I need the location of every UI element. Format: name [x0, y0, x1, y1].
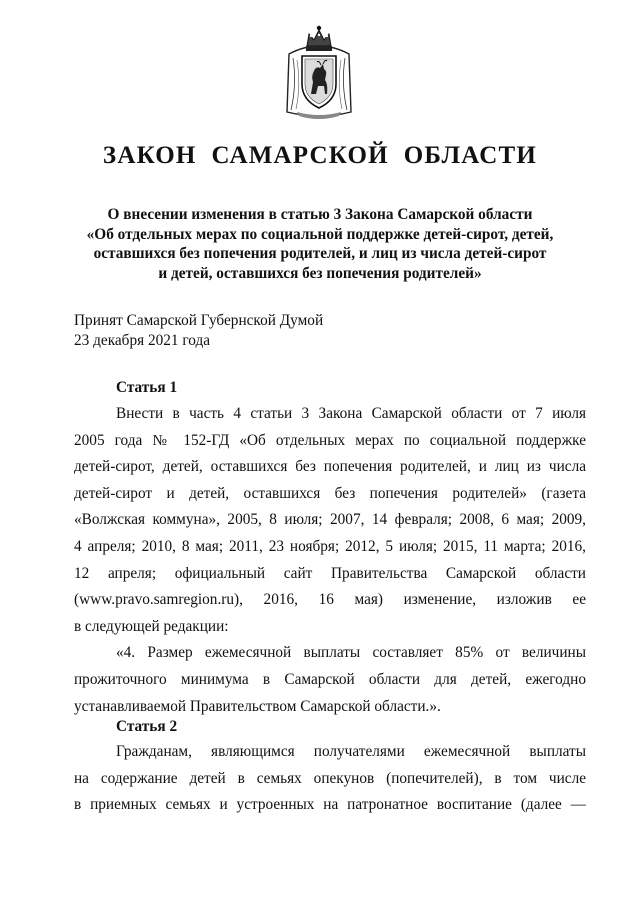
paragraph-line: детей-сирот, детей, оставшихся без попечения родителей, и лиц из числа	[74, 458, 586, 476]
paragraph-line: Внести в часть 4 статьи 3 Закона Самарской области от 7 июля	[116, 405, 586, 422]
paragraph-line: 12 апреля; официальный сайт Правительства Самарской области	[74, 564, 586, 582]
paragraph-line: (www.pravo.samregion.ru), 2016, 16 мая) изменение, изложив ее	[74, 591, 586, 609]
paragraph-line: детей-сирот и детей, оставшихся без попечения родителей» (газета	[74, 484, 586, 502]
paragraph-line: в приемных семьях и устроенных на патронатное воспитание (далее —	[74, 796, 586, 814]
adoption-info	[74, 311, 323, 351]
paragraph-line: на содержание детей в семьях опекунов (попечителей), в том числе	[74, 769, 586, 787]
paragraph-line: в следующей редакции:	[74, 617, 229, 635]
article-1-body	[74, 401, 586, 720]
paragraph-line: 2005 года № 152-ГД «Об отдельных мерах по социальной поддержке	[74, 431, 586, 449]
paragraph-line: Гражданам, являющимся получателями ежемесячной выплаты	[116, 743, 586, 760]
subtitle-line: и детей, оставшихся без попечения родителей»	[158, 264, 482, 282]
law-subtitle	[60, 205, 580, 283]
subtitle-line: оставшихся без попечения родителей, и лиц из числа детей-сирот	[93, 245, 547, 262]
paragraph-line: 4 апреля; 2010, 8 мая; 2011, 23 ноября; 2012, 5 июля; 2015, 11 марта; 2016,	[74, 537, 586, 555]
quoted-paragraph-line: «4. Размер ежемесячной выплаты составляет 85% от величины	[116, 644, 586, 662]
adoption-date: 23 декабря 2021 года	[74, 332, 211, 349]
subtitle-line: О внесении изменения в статью 3 Закона Самарской области	[107, 206, 533, 223]
law-title: ЗАКОН САМАРСКОЙ ОБЛАСТИ	[102, 142, 538, 169]
article-2-heading: Статья 2	[116, 718, 178, 735]
subtitle-line: «Об отдельных мерах по социальной поддержке детей-сирот, детей,	[86, 225, 554, 243]
article-1-heading: Статья 1	[116, 379, 178, 396]
quoted-paragraph-line: прожиточного минимума в Самарской области для детей, ежегодно	[74, 670, 586, 688]
coat-of-arms-icon	[283, 24, 355, 122]
quoted-paragraph-line: устанавливаемой Правительством Самарской области.».	[74, 697, 441, 715]
article-2-body	[74, 739, 586, 819]
adoption-line: Принят Самарской Губернской Думой	[74, 312, 324, 329]
paragraph-line: «Волжская коммуна», 2005, 8 июля; 2007, 14 февраля; 2008, 6 мая; 2009,	[74, 511, 586, 529]
